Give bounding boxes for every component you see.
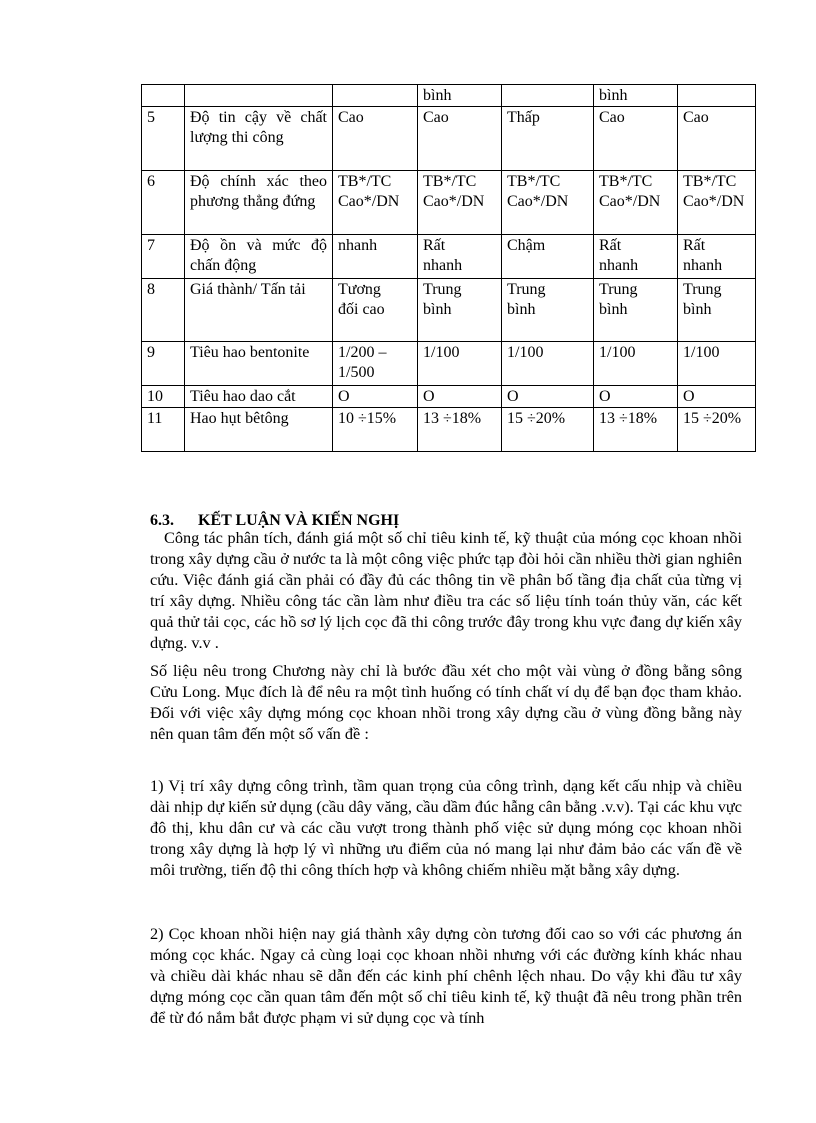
value-cell: 10 ÷15% bbox=[333, 408, 418, 452]
row-number-cell: 9 bbox=[142, 342, 185, 386]
value-cell: 1/200 – 1/500 bbox=[333, 342, 418, 386]
value-cell: 15 ÷20% bbox=[502, 408, 594, 452]
value-cell bbox=[502, 85, 594, 107]
section-number: 6.3. bbox=[150, 512, 174, 529]
paragraph: Số liệu nêu trong Chương này chỉ là bước đầu xét cho một vài vùng ở đồng bằng sông Cửu Long. Mục đích là để nêu ra một tình huống có tính chất ví dụ để bạn đọc tham khảo. Đối với việc xây dựng móng cọc khoan nhồi trong xây dựng cầu ở vùng đồng bằng này nên quan tâm đến một số vấn đề : bbox=[150, 661, 742, 743]
row-number-cell: 7 bbox=[142, 235, 185, 279]
value-cell: Trung bình bbox=[678, 279, 756, 342]
table-row bbox=[142, 85, 756, 107]
table-row bbox=[142, 279, 756, 342]
comparison-table bbox=[141, 84, 756, 452]
value-cell: O bbox=[502, 386, 594, 408]
value-cell: Thấp bbox=[502, 107, 594, 171]
value-cell: Cao bbox=[678, 107, 756, 171]
value-cell: 13 ÷18% bbox=[594, 408, 678, 452]
row-number-cell: 5 bbox=[142, 107, 185, 171]
criterion-cell: Độ tin cậy về chất lượng thi công bbox=[185, 107, 333, 171]
value-cell: Trung bình bbox=[594, 279, 678, 342]
value-cell: Chậm bbox=[502, 235, 594, 279]
value-cell: Rất nhanh bbox=[418, 235, 502, 279]
criterion-cell: Độ ồn và mức độ chấn động bbox=[185, 235, 333, 279]
table-row bbox=[142, 386, 756, 408]
row-number-cell: 10 bbox=[142, 386, 185, 408]
value-cell: 13 ÷18% bbox=[418, 408, 502, 452]
row-number-cell bbox=[142, 85, 185, 107]
value-cell: Tương đối cao bbox=[333, 279, 418, 342]
value-cell: 1/100 bbox=[502, 342, 594, 386]
value-cell: TB*/TC Cao*/DN bbox=[502, 171, 594, 235]
value-cell: 1/100 bbox=[418, 342, 502, 386]
criterion-cell: Tiêu hao dao cắt bbox=[185, 386, 333, 408]
criterion-cell: Giá thành/ Tấn tải bbox=[185, 279, 333, 342]
value-cell: 1/100 bbox=[678, 342, 756, 386]
table-row bbox=[142, 107, 756, 171]
paragraph: Công tác phân tích, đánh giá một số chỉ tiêu kinh tế, kỹ thuật của móng cọc khoan nhồi trong xây dựng cầu ở nước ta là một công việc phức tạp đòi hỏi cần nhiều thời gian nghiên cứu. Việc đánh giá cần phải có đầy đủ các thông tin về phân bố tầng địa chất của từng vị trí xây dựng. Nhiều công tác cần làm như điều tra các số liệu tính toán thủy văn, các kết quả thử tải cọc, các hồ sơ lý lịch cọc đã thi công trước đây trong khu vực đang dự kiến xây dựng. v.v . bbox=[150, 528, 742, 652]
row-number-cell: 8 bbox=[142, 279, 185, 342]
criterion-cell: Độ chính xác theo phương thẳng đứng bbox=[185, 171, 333, 235]
value-cell: bình bbox=[594, 85, 678, 107]
paragraph: 1) Vị trí xây dựng công trình, tầm quan trọng của công trình, dạng kết cấu nhịp và chiều dài nhịp dự kiến sử dụng (cầu dây văng, cầu dầm đúc hẫng cân bằng .v.v). Tại các khu vực đô thị, khu dân cư và các cầu vượt trong thành phố việc sử dụng móng cọc khoan nhồi trong xây dựng là hợp lý vì những ưu điểm của nó mang lại như đảm bảo các vấn đề về môi trường, tiến độ thi công thích hợp và không chiếm nhiều mặt bằng xây dựng. bbox=[150, 776, 742, 879]
value-cell: 1/100 bbox=[594, 342, 678, 386]
value-cell: O bbox=[678, 386, 756, 408]
value-cell bbox=[678, 85, 756, 107]
table-row bbox=[142, 408, 756, 452]
value-cell: TB*/TC Cao*/DN bbox=[594, 171, 678, 235]
value-cell: O bbox=[594, 386, 678, 408]
table-row bbox=[142, 235, 756, 279]
table-row bbox=[142, 171, 756, 235]
criterion-cell: Tiêu hao bentonite bbox=[185, 342, 333, 386]
value-cell: Rất nhanh bbox=[678, 235, 756, 279]
value-cell: Rất nhanh bbox=[594, 235, 678, 279]
value-cell: TB*/TC Cao*/DN bbox=[418, 171, 502, 235]
value-cell: Trung bình bbox=[502, 279, 594, 342]
value-cell: bình bbox=[418, 85, 502, 107]
row-number-cell: 11 bbox=[142, 408, 185, 452]
value-cell: 15 ÷20% bbox=[678, 408, 756, 452]
criterion-cell bbox=[185, 85, 333, 107]
paragraph: 2) Cọc khoan nhồi hiện nay giá thành xây dựng còn tương đối cao so với các phương án móng cọc khác. Ngay cả cùng loại cọc khoan nhồi nhưng với các đường kính khác nhau và chiều dài khác nhau sẽ dẫn đến các kinh phí chênh lệch nhau. Do vậy khi đầu tư xây dựng móng cọc cần quan tâm đến một số chỉ tiêu kinh tế, kỹ thuật đã nêu trong phần trên để từ đó nắm bắt được phạm vi sử dụng cọc và tính bbox=[150, 924, 742, 1027]
row-number-cell: 6 bbox=[142, 171, 185, 235]
value-cell bbox=[333, 85, 418, 107]
value-cell: Cao bbox=[594, 107, 678, 171]
table-row bbox=[142, 342, 756, 386]
value-cell: O bbox=[418, 386, 502, 408]
value-cell: TB*/TC Cao*/DN bbox=[333, 171, 418, 235]
value-cell: Cao bbox=[418, 107, 502, 171]
value-cell: Trung bình bbox=[418, 279, 502, 342]
value-cell: Cao bbox=[333, 107, 418, 171]
value-cell: TB*/TC Cao*/DN bbox=[678, 171, 756, 235]
value-cell: nhanh bbox=[333, 235, 418, 279]
section-title: KẾT LUẬN VÀ KIẾN NGHỊ bbox=[198, 512, 400, 529]
criterion-cell: Hao hụt bêtông bbox=[185, 408, 333, 452]
value-cell: O bbox=[333, 386, 418, 408]
